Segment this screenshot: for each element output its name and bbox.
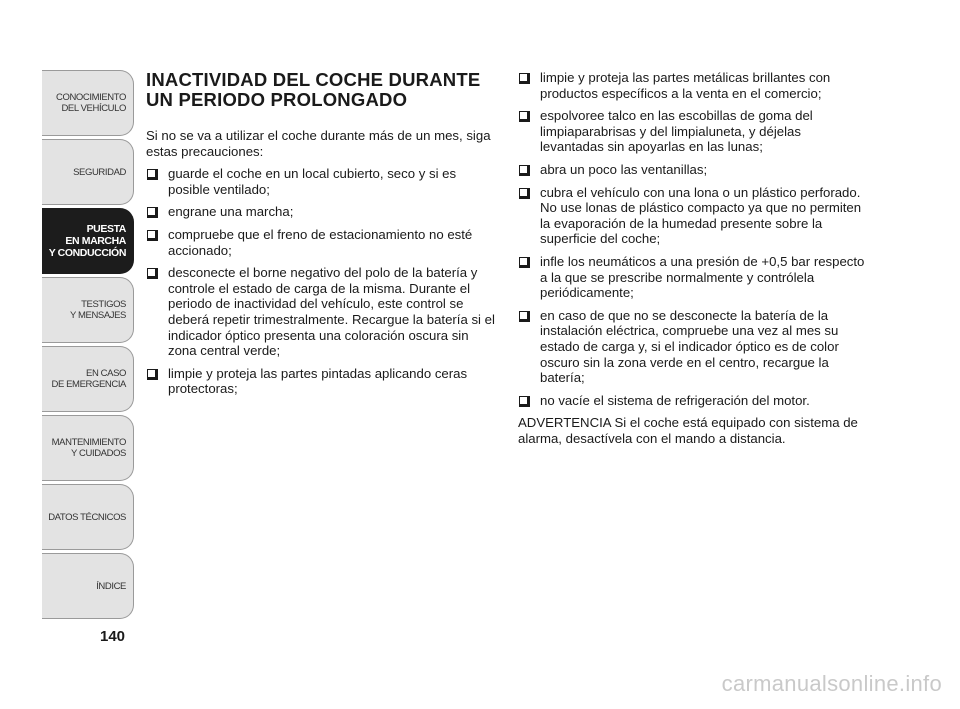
- left-column: [146, 70, 496, 404]
- list-item: [518, 308, 868, 386]
- checkbox-bullet-icon: [519, 396, 528, 405]
- tab-seguridad[interactable]: SEGURIDAD: [42, 139, 134, 205]
- checkbox-bullet-icon: [519, 165, 528, 174]
- right-column: [518, 70, 868, 446]
- checkbox-bullet-icon: [147, 230, 156, 239]
- checkbox-bullet-icon: [147, 207, 156, 216]
- list-item: [146, 265, 496, 359]
- section-title-line-1: INACTIVIDAD DEL COCHE DURANTE: [146, 69, 481, 90]
- checkbox-bullet-icon: [147, 369, 156, 378]
- list-item: [146, 204, 496, 220]
- list-item-text: en caso de que no se desconecte la batería de la instalación eléctrica, compruebe una vez al mes su estado de carga y, si el indicador óptico es de color oscuro sin la zona verde en el centro, recargue la batería;: [540, 307, 839, 386]
- left-bullet-list: [146, 166, 496, 397]
- list-item-text: no vacíe el sistema de refrigeración del motor.: [540, 392, 810, 408]
- intro-text: Si no se va a utilizar el coche durante más de un mes, siga estas precauciones:: [146, 128, 491, 159]
- checkbox-bullet-icon: [519, 188, 528, 197]
- list-item: [146, 227, 496, 258]
- section-title-line-2: UN PERIODO PROLONGADO: [146, 89, 408, 110]
- list-item: [518, 254, 868, 301]
- tab-indice[interactable]: ÍNDICE: [42, 553, 134, 619]
- tab-puesta-en-marcha[interactable]: PUESTA EN MARCHA Y CONDUCCIÓN: [42, 208, 134, 274]
- list-item-text: engrane una marcha;: [168, 204, 294, 220]
- list-item-text: abra un poco las ventanillas;: [540, 161, 708, 177]
- list-item-text: compruebe que el freno de estacionamiento no esté accionado;: [168, 226, 473, 258]
- list-item: [518, 108, 868, 155]
- checkbox-bullet-icon: [519, 73, 528, 82]
- list-item-text: espolvoree talco en las escobillas de goma del limpiaparabrisas y del limpialuneta, y déjelas levantadas sin apoyarlas en las lunas;: [540, 108, 813, 155]
- list-item: [518, 185, 868, 247]
- list-item-text: guarde el coche en un local cubierto, seco y si es posible ventilado;: [168, 166, 457, 197]
- checkbox-bullet-icon: [519, 311, 528, 320]
- checkbox-bullet-icon: [519, 257, 528, 266]
- list-item: [518, 70, 868, 101]
- list-item-text: limpie y proteja las partes metálicas brillantes con productos específicos a la venta en el comercio;: [540, 70, 831, 101]
- right-bullet-list: [518, 70, 868, 408]
- tab-testigos-y-mensajes[interactable]: TESTIGOS Y MENSAJES: [42, 277, 134, 343]
- checkbox-bullet-icon: [147, 268, 156, 277]
- list-item-text: limpie y proteja las partes pintadas aplicando ceras protectoras;: [168, 365, 468, 397]
- list-item: [146, 166, 496, 197]
- list-item-text: infle los neumáticos a una presión de +0,5 bar respecto a la que se prescribe normalmente y contrólela periódicamente;: [540, 253, 865, 301]
- tab-mantenimiento-y-cuidados[interactable]: MANTENIMIENTO Y CUIDADOS: [42, 415, 134, 481]
- list-item: [146, 366, 496, 397]
- warning-text: ADVERTENCIA Si el coche está equipado con sistema de alarma, desactívela con el mando a distancia.: [518, 415, 858, 446]
- list-item: [518, 162, 868, 178]
- tab-conocimiento-del-vehiculo[interactable]: CONOCIMIENTO DEL VEHÍCULO: [42, 70, 134, 136]
- checkbox-bullet-icon: [147, 169, 156, 178]
- list-item: [518, 393, 868, 409]
- tab-datos-tecnicos[interactable]: DATOS TÉCNICOS: [42, 484, 134, 550]
- watermark: carmanualsonline.info: [721, 671, 942, 696]
- list-item-text: cubra el vehículo con una lona o un plástico perforado. No use lonas de plástico compacto ya que no permiten la evaporación de la humedad presente sobre la superficie del coche;: [540, 184, 862, 247]
- section-title: [146, 70, 496, 110]
- checkbox-bullet-icon: [519, 111, 528, 120]
- list-item-text: desconecte el borne negativo del polo de la batería y controle el estado de carga de la misma. Durante el periodo de inactividad del vehículo, este control se deberá repetir trimestralmente. Recargue la batería si el indicador óptico presenta una coloración oscura sin zona central verde;: [168, 265, 495, 359]
- tab-en-caso-de-emergencia[interactable]: EN CASO DE EMERGENCIA: [42, 346, 134, 412]
- page-number: 140: [100, 628, 126, 645]
